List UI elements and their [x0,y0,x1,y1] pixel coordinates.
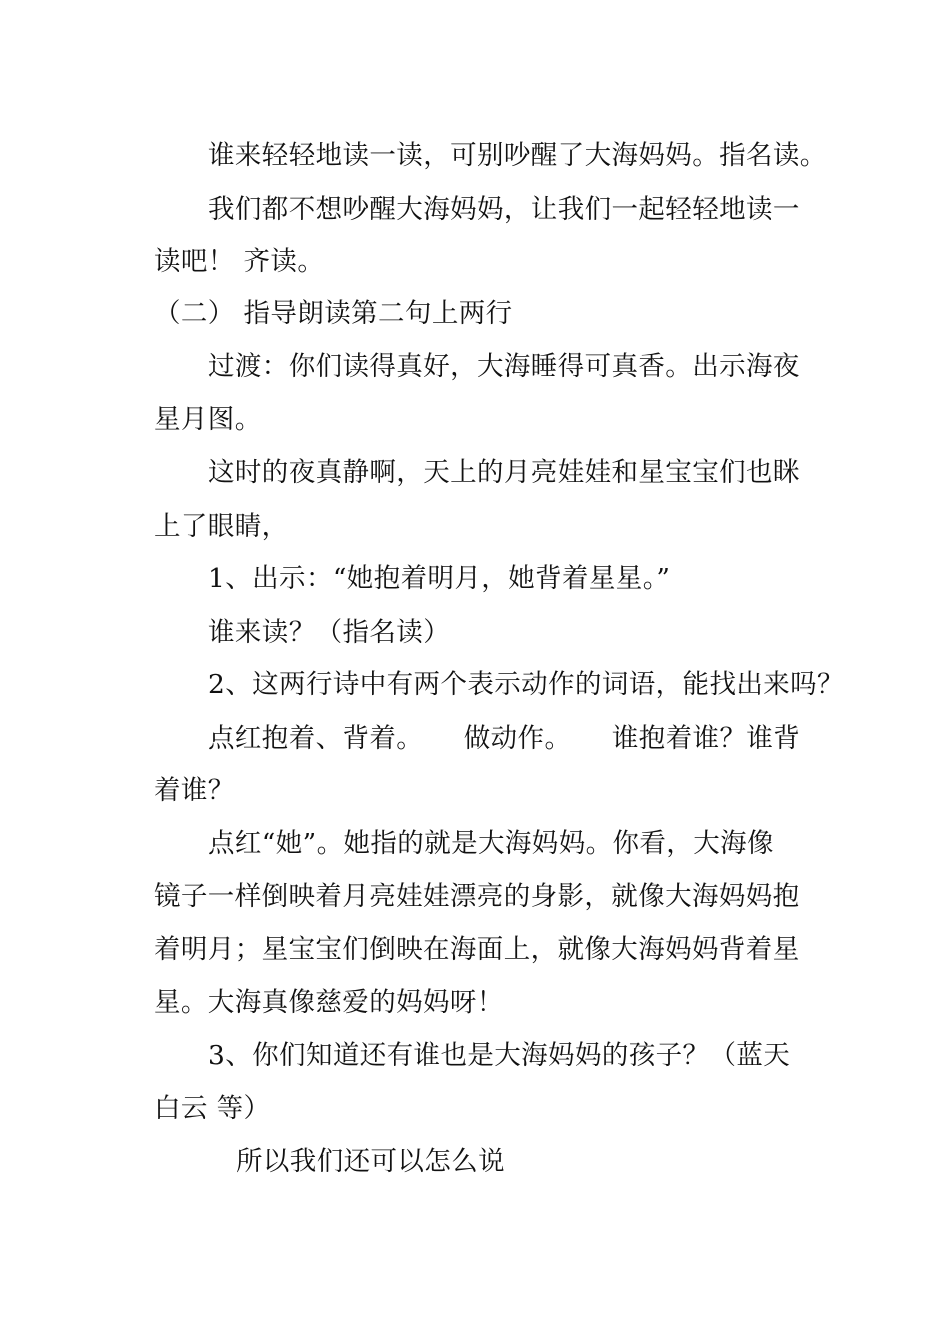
paragraph-line: 1、出示：“她抱着明月，她背着星星。” [208,563,671,594]
paragraph-line: 所以我们还可以怎么说 [236,1146,505,1177]
paragraph-line: 点红“她”。她指的就是大海妈妈。你看，大海像 [208,828,774,859]
paragraph-line: 过渡：你们读得真好，大海睡得可真香。出示海夜 [208,351,800,382]
paragraph-line: 2、这两行诗中有两个表示动作的词语，能找出来吗？ [208,669,844,700]
paragraph-line: 点红抱着、背着。 做动作。 谁抱着谁？谁背 [208,723,801,754]
paragraph-line: 着明月；星宝宝们倒映在海面上，就像大海妈妈背着星 [154,934,800,965]
paragraph-line: 镜子一样倒映着月亮娃娃漂亮的身影，就像大海妈妈抱 [154,881,800,912]
section-heading: （二） 指导朗读第二句上两行 [154,298,513,329]
paragraph-line: 星月图。 [154,404,262,435]
paragraph-line: 星。大海真像慈爱的妈妈呀！ [154,987,504,1018]
paragraph-line: 白云 等） [154,1093,271,1124]
paragraph-line: 上了眼睛， [154,511,289,542]
paragraph-line: 3、你们知道还有谁也是大海妈妈的孩子？（蓝天 [208,1040,791,1071]
paragraph-line: 这时的夜真静啊，天上的月亮娃娃和星宝宝们也眯 [208,457,800,488]
paragraph-line: 我们都不想吵醒大海妈妈，让我们一起轻轻地读一 [208,194,800,225]
paragraph-line: 读吧！ 齐读。 [154,246,325,277]
paragraph-line: 着谁？ [154,775,235,806]
paragraph-line: 谁来读？（指名读） [208,617,451,648]
paragraph-line: 谁来轻轻地读一读，可别吵醒了大海妈妈。指名读。 [208,140,827,171]
